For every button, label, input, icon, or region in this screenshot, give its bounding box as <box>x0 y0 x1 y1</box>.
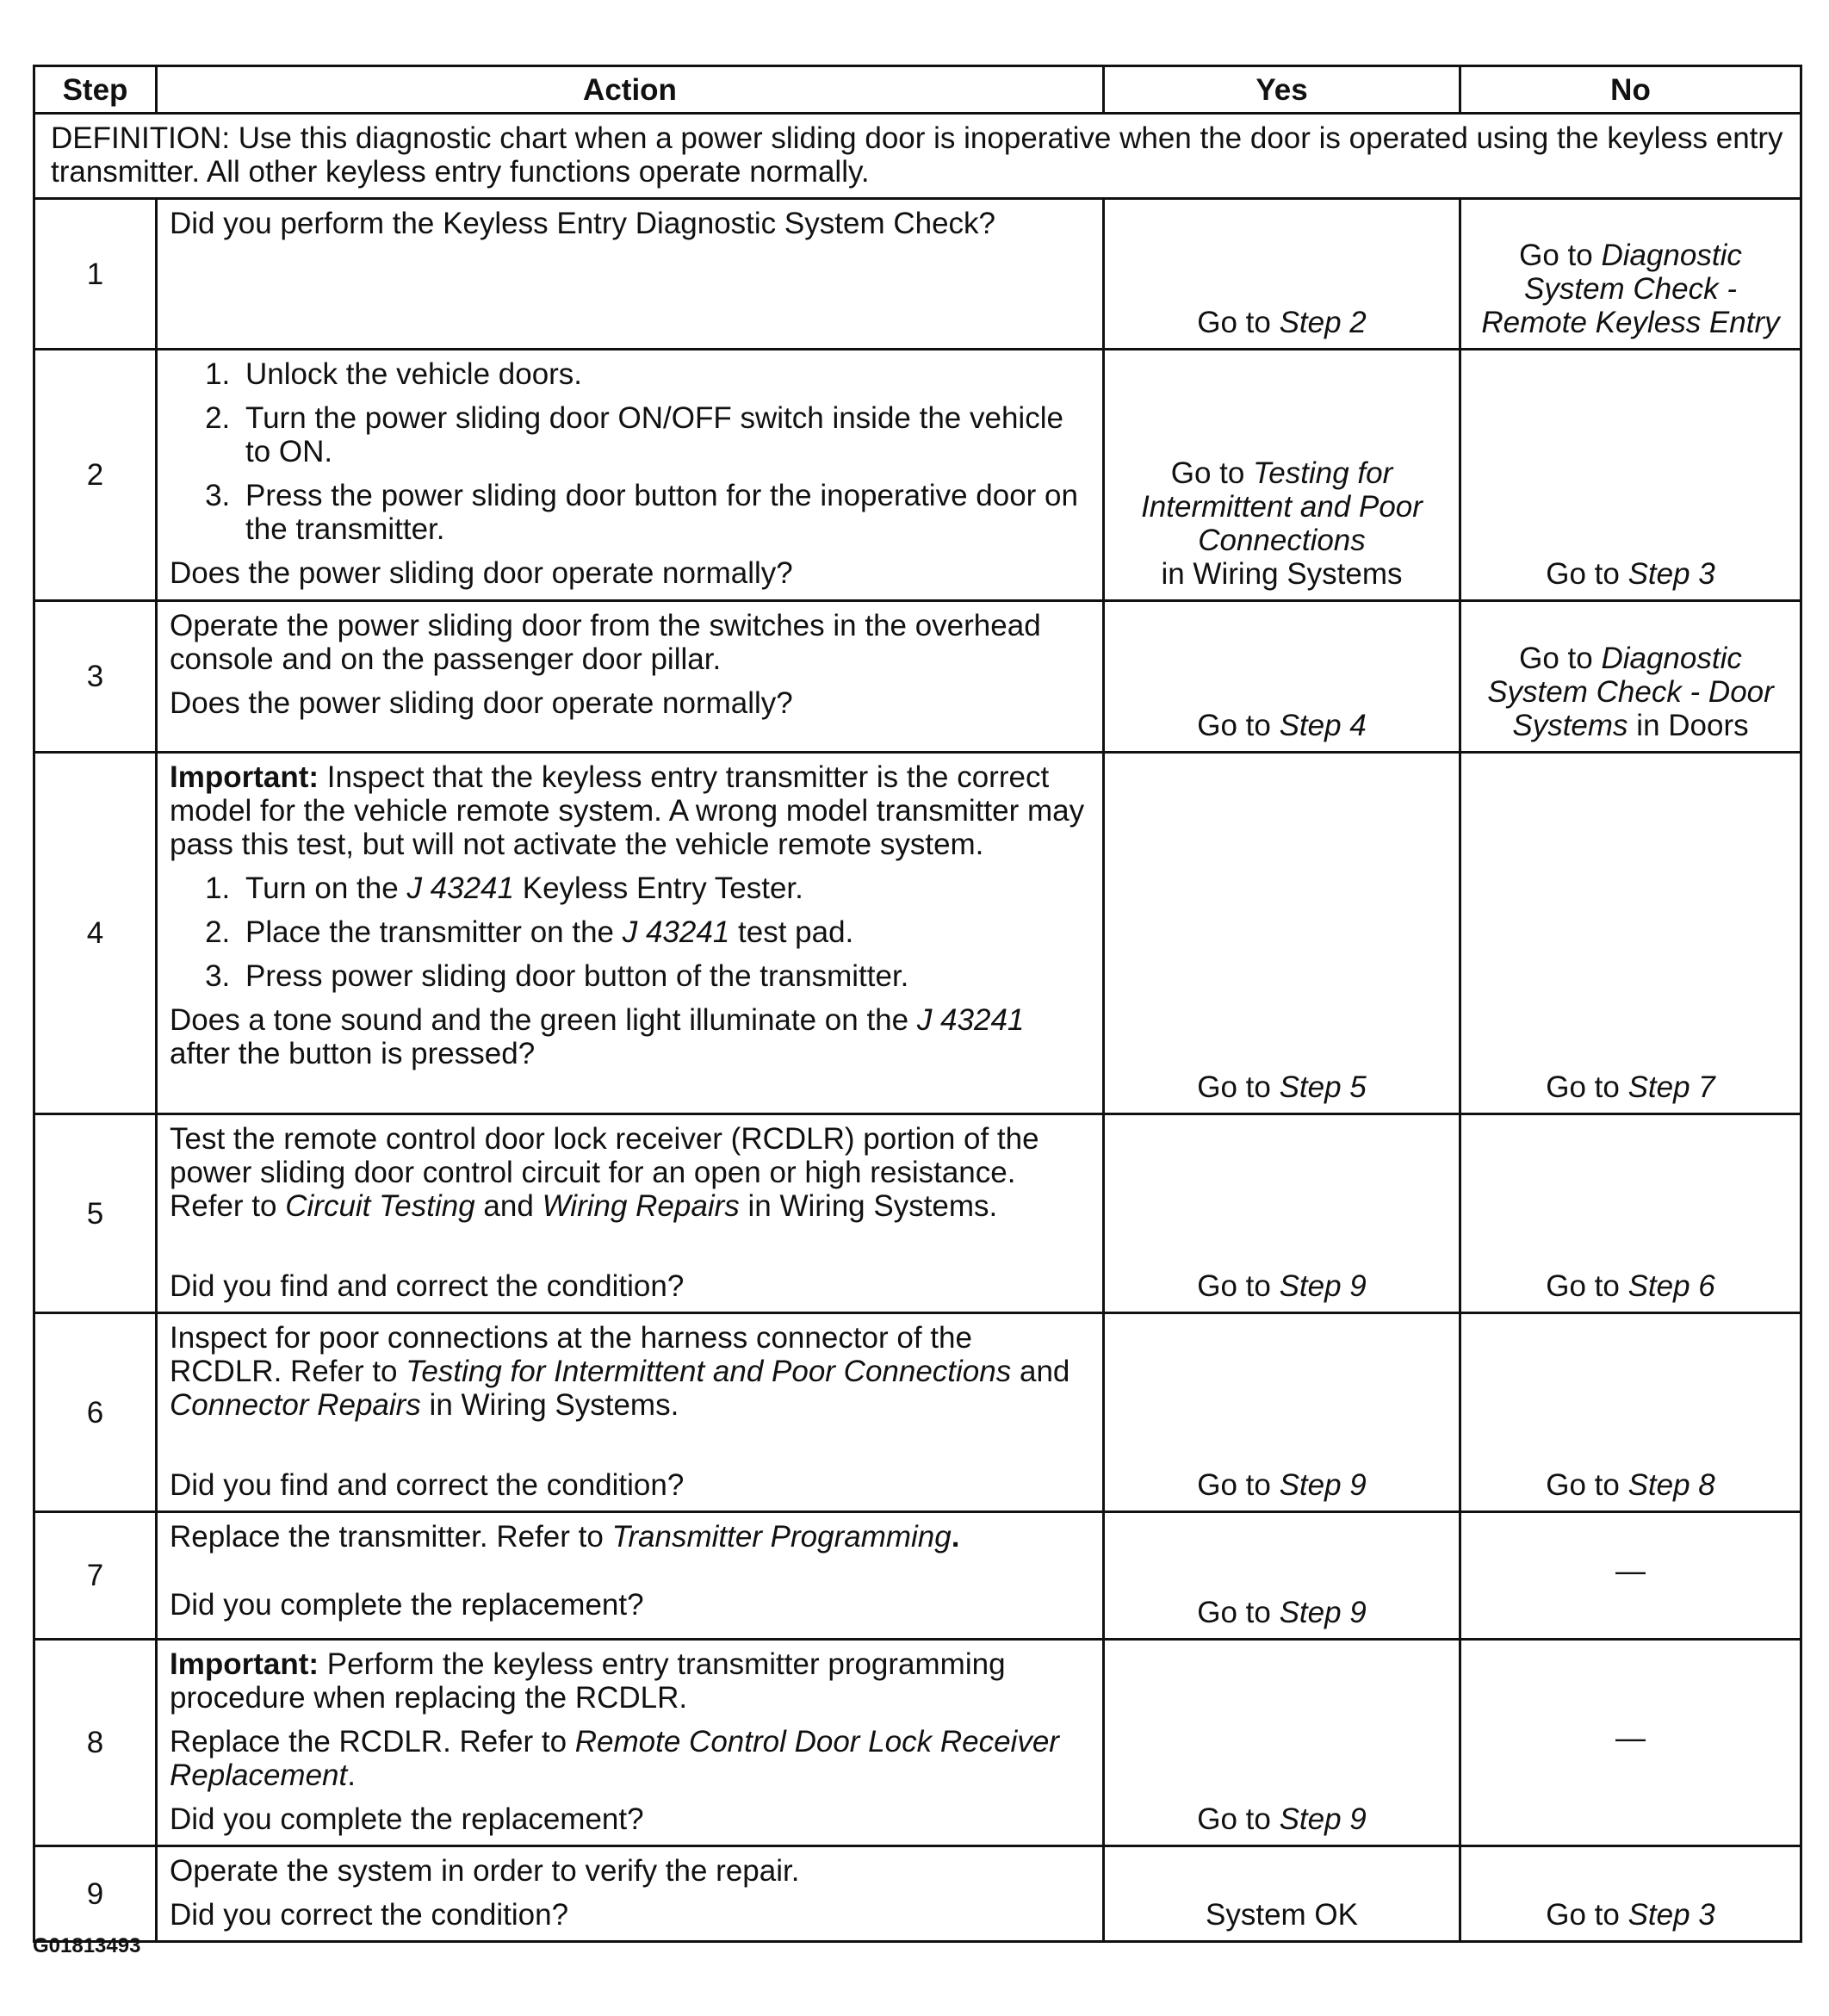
yes-cell: System OK <box>1104 1846 1460 1942</box>
step-link[interactable]: Step 6 <box>1628 1269 1715 1303</box>
go-to-label: Go to <box>1546 557 1628 591</box>
step-number: 8 <box>34 1640 157 1846</box>
action-cell <box>157 1313 1104 1512</box>
note-text: Inspect that the keyless entry transmitter is the correct model for the vehicle remote system. A wrong model transmitter may pass this test, but will not activate the vehicle remote system. <box>170 760 1085 861</box>
list-item: 3. Press power sliding door button of the transmitter. <box>239 959 1090 993</box>
instruction-text: Operate the power sliding door from the switches in the overhead console and on the passenger door pillar. <box>170 609 1041 676</box>
step-number: 7 <box>34 1512 157 1640</box>
go-to-label: Go to <box>1197 306 1280 339</box>
question-text: Did you perform the Keyless Entry Diagnostic System Check? <box>170 207 995 240</box>
go-to-label: Go to <box>1519 239 1602 272</box>
no-cell <box>1460 601 1801 753</box>
no-cell <box>1460 199 1801 350</box>
reference-link[interactable]: Diagnostic <box>1601 239 1742 272</box>
table-row <box>34 1313 1801 1512</box>
action-cell <box>157 1640 1104 1846</box>
figure-id: G01813493 <box>33 1934 141 1957</box>
action-cell <box>157 350 1104 601</box>
important-label: Important: <box>170 760 319 794</box>
step-list <box>170 357 1090 546</box>
step-number: 4 <box>34 753 157 1114</box>
step-number: 5 <box>34 1114 157 1313</box>
reference-link[interactable]: Connections <box>1198 524 1366 557</box>
question-text: Does a tone sound and the green light illuminate on the J 43241 after the button is pressed? <box>170 1003 1025 1070</box>
yes-cell <box>1104 601 1460 753</box>
reference-link[interactable]: Circuit Testing <box>285 1189 475 1223</box>
table-row <box>34 1114 1801 1313</box>
diagnostic-table <box>33 65 1802 1943</box>
go-to-label: Go to <box>1197 1596 1280 1629</box>
step-link[interactable]: Step 3 <box>1628 557 1715 591</box>
step-number: 2 <box>34 350 157 601</box>
step-link[interactable]: Step 3 <box>1628 1898 1715 1932</box>
go-to-label: Go to <box>1546 1468 1628 1502</box>
note-text: Perform the keyless entry transmitter programming procedure when replacing the RCDLR. <box>170 1647 1006 1715</box>
step-link[interactable]: Step 9 <box>1279 1596 1367 1629</box>
reference-link[interactable]: System Check - Door <box>1487 675 1774 709</box>
go-to-label: Go to <box>1197 709 1280 742</box>
tool-name: J 43241 <box>622 915 730 949</box>
step-number: 1 <box>34 199 157 350</box>
reference-link[interactable]: System Check - <box>1524 272 1737 306</box>
go-to-label: Go to <box>1197 1802 1280 1836</box>
tool-name: J 43241 <box>916 1003 1025 1037</box>
reference-link[interactable]: Testing for Intermittent and Poor Connections <box>406 1355 1012 1388</box>
step-link[interactable]: Step 9 <box>1279 1269 1367 1303</box>
question-text: Does the power sliding door operate normally? <box>170 556 793 590</box>
header-action: Action <box>157 66 1104 114</box>
go-to-label: Go to <box>1519 642 1602 675</box>
list-item: 1. Unlock the vehicle doors. <box>239 357 1090 391</box>
no-cell <box>1460 350 1801 601</box>
go-to-label: Go to <box>1197 1269 1280 1303</box>
reference-link[interactable]: Transmitter Programming <box>611 1520 952 1554</box>
reference-link[interactable]: Wiring Repairs <box>542 1189 740 1223</box>
step-link[interactable]: Step 2 <box>1279 306 1367 339</box>
definition-text: DEFINITION: Use this diagnostic chart when a power sliding door is inoperative when the door is operated using the keyless entry transmitter. All other keyless entry functions operate normally. <box>34 114 1801 199</box>
header-row <box>34 66 1801 114</box>
table-row <box>34 1846 1801 1942</box>
reference-link[interactable]: Intermittent and Poor <box>1141 490 1423 524</box>
step-link[interactable]: Step 7 <box>1628 1070 1715 1104</box>
yes-cell <box>1104 753 1460 1114</box>
reference-link[interactable]: Diagnostic <box>1601 642 1742 675</box>
go-to-label: Go to <box>1546 1898 1628 1932</box>
question-text: Does the power sliding door operate normally? <box>170 686 793 720</box>
table-row <box>34 753 1801 1114</box>
yes-cell <box>1104 1114 1460 1313</box>
important-note <box>170 1647 1090 1715</box>
action-cell <box>157 601 1104 753</box>
instruction-text: Operate the system in order to verify the repair. <box>170 1854 800 1888</box>
instruction-text: Test the remote control door lock receiver (RCDLR) portion of the power sliding door control circuit for an open or high resistance. Refer to Circuit Testing and Wiring Repairs in Wiring Systems. <box>170 1122 1039 1223</box>
question-text: Did you complete the replacement? <box>170 1588 644 1622</box>
step-link[interactable]: Step 5 <box>1279 1070 1367 1104</box>
yes-cell <box>1104 1313 1460 1512</box>
header-yes: Yes <box>1104 66 1460 114</box>
instruction-text: Inspect for poor connections at the harness connector of the RCDLR. Refer to Testing for Intermittent and Poor Connections and Connector Repairs in Wiring Systems. <box>170 1321 1070 1422</box>
yes-cell <box>1104 199 1460 350</box>
reference-suffix: in Wiring Systems <box>1161 557 1403 591</box>
list-item: 2. Turn the power sliding door ON/OFF switch inside the vehicle to ON. <box>239 401 1090 468</box>
step-number: 6 <box>34 1313 157 1512</box>
no-cell: — <box>1460 1512 1801 1640</box>
instruction-text: Replace the transmitter. Refer to Transmitter Programming. <box>170 1520 960 1554</box>
go-to-label: Go to <box>1197 1070 1280 1104</box>
action-cell <box>157 1512 1104 1640</box>
question-text: Did you find and correct the condition? <box>170 1468 685 1502</box>
important-label: Important: <box>170 1647 319 1681</box>
table-row <box>34 1512 1801 1640</box>
header-step: Step <box>34 66 157 114</box>
question-text: Did you find and correct the condition? <box>170 1269 685 1303</box>
question-text: Did you correct the condition? <box>170 1898 569 1932</box>
go-to-label: Go to <box>1546 1269 1628 1303</box>
no-cell <box>1460 1846 1801 1942</box>
action-cell <box>157 199 1104 350</box>
no-cell <box>1460 1313 1801 1512</box>
go-to-label: Go to <box>1170 456 1254 490</box>
table-row <box>34 1640 1801 1846</box>
no-cell <box>1460 1114 1801 1313</box>
list-item: 3. Press the power sliding door button for the inoperative door on the transmitter. <box>239 479 1090 546</box>
action-cell <box>157 753 1104 1114</box>
reference-link[interactable]: Systems <box>1512 709 1628 742</box>
reference-link[interactable]: Testing for <box>1253 456 1393 490</box>
step-list <box>170 872 1090 993</box>
diagnostic-table-container <box>33 65 1800 1943</box>
definition-row <box>34 114 1801 199</box>
step-link[interactable]: Step 9 <box>1279 1468 1367 1502</box>
reference-link[interactable]: Remote Control Door Lock Receiver Replacement <box>170 1725 1059 1792</box>
table-row <box>34 601 1801 753</box>
step-link[interactable]: Step 8 <box>1628 1468 1715 1502</box>
action-cell <box>157 1846 1104 1942</box>
go-to-label: Go to <box>1546 1070 1628 1104</box>
reference-link[interactable]: Connector Repairs <box>170 1388 421 1422</box>
yes-cell <box>1104 1640 1460 1846</box>
reference-suffix: in Doors <box>1628 709 1749 742</box>
no-cell: — <box>1460 1640 1801 1846</box>
action-cell <box>157 1114 1104 1313</box>
go-to-label: Go to <box>1197 1468 1280 1502</box>
yes-cell <box>1104 350 1460 601</box>
list-item: 2. Place the transmitter on the J 43241 test pad. <box>239 915 1090 949</box>
table-row <box>34 199 1801 350</box>
table-row <box>34 350 1801 601</box>
step-number: 3 <box>34 601 157 753</box>
question-text: Did you complete the replacement? <box>170 1802 644 1836</box>
no-cell <box>1460 753 1801 1114</box>
step-link[interactable]: Step 4 <box>1279 709 1367 742</box>
instruction-text: Replace the RCDLR. Refer to Remote Control Door Lock Receiver Replacement. <box>170 1725 1059 1792</box>
reference-link[interactable]: Remote Keyless Entry <box>1481 306 1780 339</box>
header-no: No <box>1460 66 1801 114</box>
list-item: 1. Turn on the J 43241 Keyless Entry Tester. <box>239 872 1090 905</box>
step-number: 9 <box>34 1846 157 1942</box>
tool-name: J 43241 <box>406 872 514 905</box>
yes-cell <box>1104 1512 1460 1640</box>
step-link[interactable]: Step 9 <box>1279 1802 1367 1836</box>
important-note <box>170 760 1090 861</box>
